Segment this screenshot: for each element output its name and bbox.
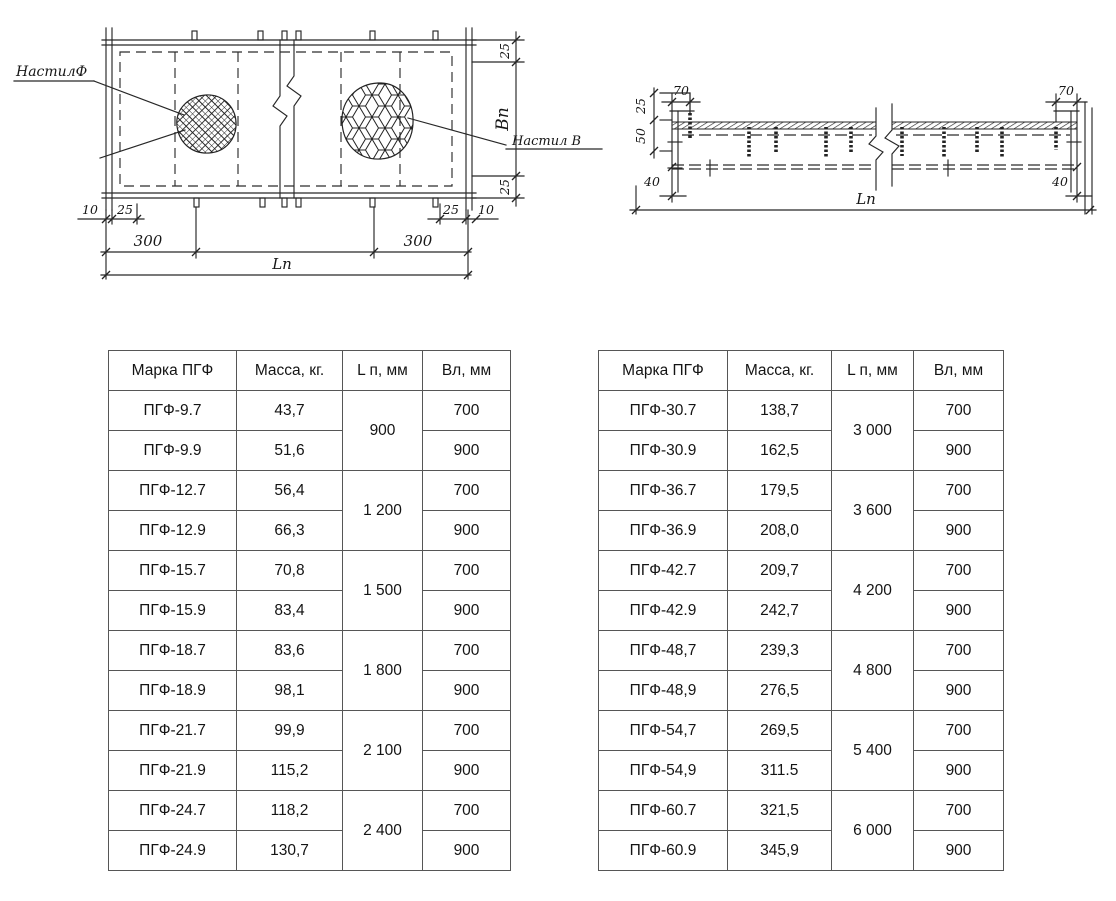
cell-mark: ПГФ-9.7 [109, 391, 237, 431]
cell-mass: 239,3 [728, 631, 832, 671]
cell-bl: 700 [423, 711, 511, 751]
plan-view-drawing [8, 18, 608, 286]
cell-lp: 2 400 [343, 791, 423, 871]
plan-dim-10-right-label: 10 [478, 202, 494, 217]
table-row [109, 551, 511, 591]
table-row [109, 391, 511, 431]
col-header-mark: Марка ПГФ [109, 351, 237, 391]
plan-dim-ln-label: Lп [272, 255, 292, 273]
table-row [599, 631, 1004, 671]
section-bottom-chord [672, 160, 1077, 176]
cell-mark: ПГФ-12.7 [109, 471, 237, 511]
col-header-mark: Марка ПГФ [599, 351, 728, 391]
cell-lp: 1 800 [343, 631, 423, 711]
cell-mark: ПГФ-42.7 [599, 551, 728, 591]
cell-bl: 700 [423, 791, 511, 831]
cell-bl: 700 [423, 471, 511, 511]
cell-mark: ПГФ-30.9 [599, 431, 728, 471]
cell-lp: 900 [343, 391, 423, 471]
cell-bl: 900 [914, 671, 1004, 711]
plan-dim-right [472, 32, 524, 206]
cell-mark: ПГФ-24.9 [109, 831, 237, 871]
cell-bl: 700 [914, 631, 1004, 671]
cell-lp: 1 500 [343, 551, 423, 631]
plan-dim-10-left-label: 10 [82, 202, 98, 217]
cell-mark: ПГФ-54,7 [599, 711, 728, 751]
section-dim-70-left-label: 70 [673, 83, 689, 98]
cell-mass: 208,0 [728, 511, 832, 551]
cell-bl: 900 [423, 751, 511, 791]
cell-mark: ПГФ-48,9 [599, 671, 728, 711]
plan-label-nastil-f: НастилФ [16, 64, 88, 80]
cell-bl: 900 [914, 751, 1004, 791]
cell-bl: 900 [423, 831, 511, 871]
col-header-bl: Вл, мм [914, 351, 1004, 391]
table-row [599, 471, 1004, 511]
cell-mark: ПГФ-48,7 [599, 631, 728, 671]
table-row [109, 471, 511, 511]
cell-mass: 99,9 [237, 711, 343, 751]
cell-bl: 900 [914, 511, 1004, 551]
section-break-lines [869, 104, 899, 190]
cell-bl: 900 [914, 431, 1004, 471]
cell-mass: 83,4 [237, 591, 343, 631]
cell-mark: ПГФ-21.9 [109, 751, 237, 791]
cell-bl: 900 [914, 591, 1004, 631]
section-dim-70 [662, 83, 1087, 122]
table-row [599, 391, 1004, 431]
table-row [109, 591, 511, 631]
table-row [109, 431, 511, 471]
section-dim-ln-label: Lп [856, 190, 876, 208]
cell-mass: 115,2 [237, 751, 343, 791]
cell-mark: ПГФ-9.9 [109, 431, 237, 471]
col-header-bl: Вл, мм [423, 351, 511, 391]
table-row [109, 831, 511, 871]
plan-dim-25-right-label: 25 [443, 202, 459, 217]
cell-mark: ПГФ-30.7 [599, 391, 728, 431]
table-row [109, 511, 511, 551]
cell-mass: 269,5 [728, 711, 832, 751]
plan-dim-300-right-label: 300 [403, 232, 433, 250]
cell-bl: 700 [914, 791, 1004, 831]
cell-mass: 66,3 [237, 511, 343, 551]
cell-mass: 179,5 [728, 471, 832, 511]
cell-bl: 700 [423, 391, 511, 431]
cell-mass: 130,7 [237, 831, 343, 871]
cell-mark: ПГФ-60.7 [599, 791, 728, 831]
cell-mark: ПГФ-12.9 [109, 511, 237, 551]
table-row [109, 711, 511, 751]
table-row [599, 671, 1004, 711]
cell-bl: 700 [914, 391, 1004, 431]
plan-label-nastil-v: Настил В [512, 134, 582, 149]
cell-lp: 1 200 [343, 471, 423, 551]
col-header-lp: L п, мм [832, 351, 914, 391]
cell-mark: ПГФ-60.9 [599, 831, 728, 871]
plan-break-lines [273, 40, 301, 198]
table-row [599, 751, 1004, 791]
plan-dim-bn-label: Вп [493, 107, 513, 131]
table-row [599, 551, 1004, 591]
cell-mass: 43,7 [237, 391, 343, 431]
cell-bl: 900 [423, 511, 511, 551]
section-top-chord [672, 122, 1077, 135]
plan-dim-25-top-label: 25 [497, 43, 512, 59]
plan-leader-nastil-f [14, 64, 185, 158]
cell-bl: 900 [423, 671, 511, 711]
table-row [599, 711, 1004, 751]
cell-mass: 321,5 [728, 791, 832, 831]
cell-mass: 209,7 [728, 551, 832, 591]
cell-mark: ПГФ-42.9 [599, 591, 728, 631]
section-view-drawing [604, 78, 1116, 232]
table-row [599, 511, 1004, 551]
cell-mass: 51,6 [237, 431, 343, 471]
table-header-row [109, 351, 511, 391]
section-dim-50-label: 50 [633, 128, 648, 144]
section-dim-40-left-label: 40 [644, 174, 660, 189]
col-header-lp: L п, мм [343, 351, 423, 391]
cell-mass: 70,8 [237, 551, 343, 591]
cell-bl: 900 [423, 431, 511, 471]
col-header-mass: Масса, кг. [728, 351, 832, 391]
cell-bl: 700 [914, 551, 1004, 591]
cell-mark: ПГФ-18.7 [109, 631, 237, 671]
spec-table-right [598, 350, 1004, 871]
cell-lp: 3 600 [832, 471, 914, 551]
cell-mass: 98,1 [237, 671, 343, 711]
cell-bl: 900 [423, 591, 511, 631]
section-dim-25-label: 25 [633, 98, 648, 114]
cell-mark: ПГФ-36.7 [599, 471, 728, 511]
cell-lp: 5 400 [832, 711, 914, 791]
cell-bl: 700 [423, 551, 511, 591]
cell-lp: 4 800 [832, 631, 914, 711]
plan-honeycomb-area [342, 83, 413, 159]
plan-dim-bottom [78, 202, 498, 279]
cell-lp: 2 100 [343, 711, 423, 791]
cell-mark: ПГФ-54,9 [599, 751, 728, 791]
cell-lp: 4 200 [832, 551, 914, 631]
cell-mass: 56,4 [237, 471, 343, 511]
cell-mark: ПГФ-15.9 [109, 591, 237, 631]
plan-dim-300-left-label: 300 [133, 232, 163, 250]
cell-mass: 118,2 [237, 791, 343, 831]
cell-bl: 700 [423, 631, 511, 671]
table-row [599, 431, 1004, 471]
plan-crosshatch-area [177, 95, 236, 153]
cell-mark: ПГФ-15.7 [109, 551, 237, 591]
cell-mark: ПГФ-36.9 [599, 511, 728, 551]
section-dim-ln [630, 102, 1096, 214]
cell-mass: 83,6 [237, 631, 343, 671]
cell-mass: 162,5 [728, 431, 832, 471]
spec-table-left [108, 350, 511, 871]
table-header-row [599, 351, 1004, 391]
table-row [599, 831, 1004, 871]
cell-mark: ПГФ-21.7 [109, 711, 237, 751]
table-row [599, 791, 1004, 831]
cell-mass: 345,9 [728, 831, 832, 871]
cell-lp: 3 000 [832, 391, 914, 471]
table-row [109, 671, 511, 711]
cell-bl: 700 [914, 711, 1004, 751]
section-dim-40-right-label: 40 [1052, 174, 1068, 189]
cell-mass: 138,7 [728, 391, 832, 431]
cell-mark: ПГФ-24.7 [109, 791, 237, 831]
cell-mark: ПГФ-18.9 [109, 671, 237, 711]
section-dim-70-right-label: 70 [1058, 83, 1074, 98]
table-row [109, 791, 511, 831]
plan-outer-frame [102, 28, 476, 210]
cell-mass: 276,5 [728, 671, 832, 711]
table-row [109, 751, 511, 791]
cell-bl: 900 [914, 831, 1004, 871]
cell-lp: 6 000 [832, 791, 914, 871]
table-row [599, 591, 1004, 631]
col-header-mass: Масса, кг. [237, 351, 343, 391]
plan-dim-25-bottom-label: 25 [497, 179, 512, 195]
cell-mass: 242,7 [728, 591, 832, 631]
table-row [109, 631, 511, 671]
cell-mass: 311.5 [728, 751, 832, 791]
cell-bl: 700 [914, 471, 1004, 511]
plan-dim-25-left-label: 25 [117, 202, 133, 217]
